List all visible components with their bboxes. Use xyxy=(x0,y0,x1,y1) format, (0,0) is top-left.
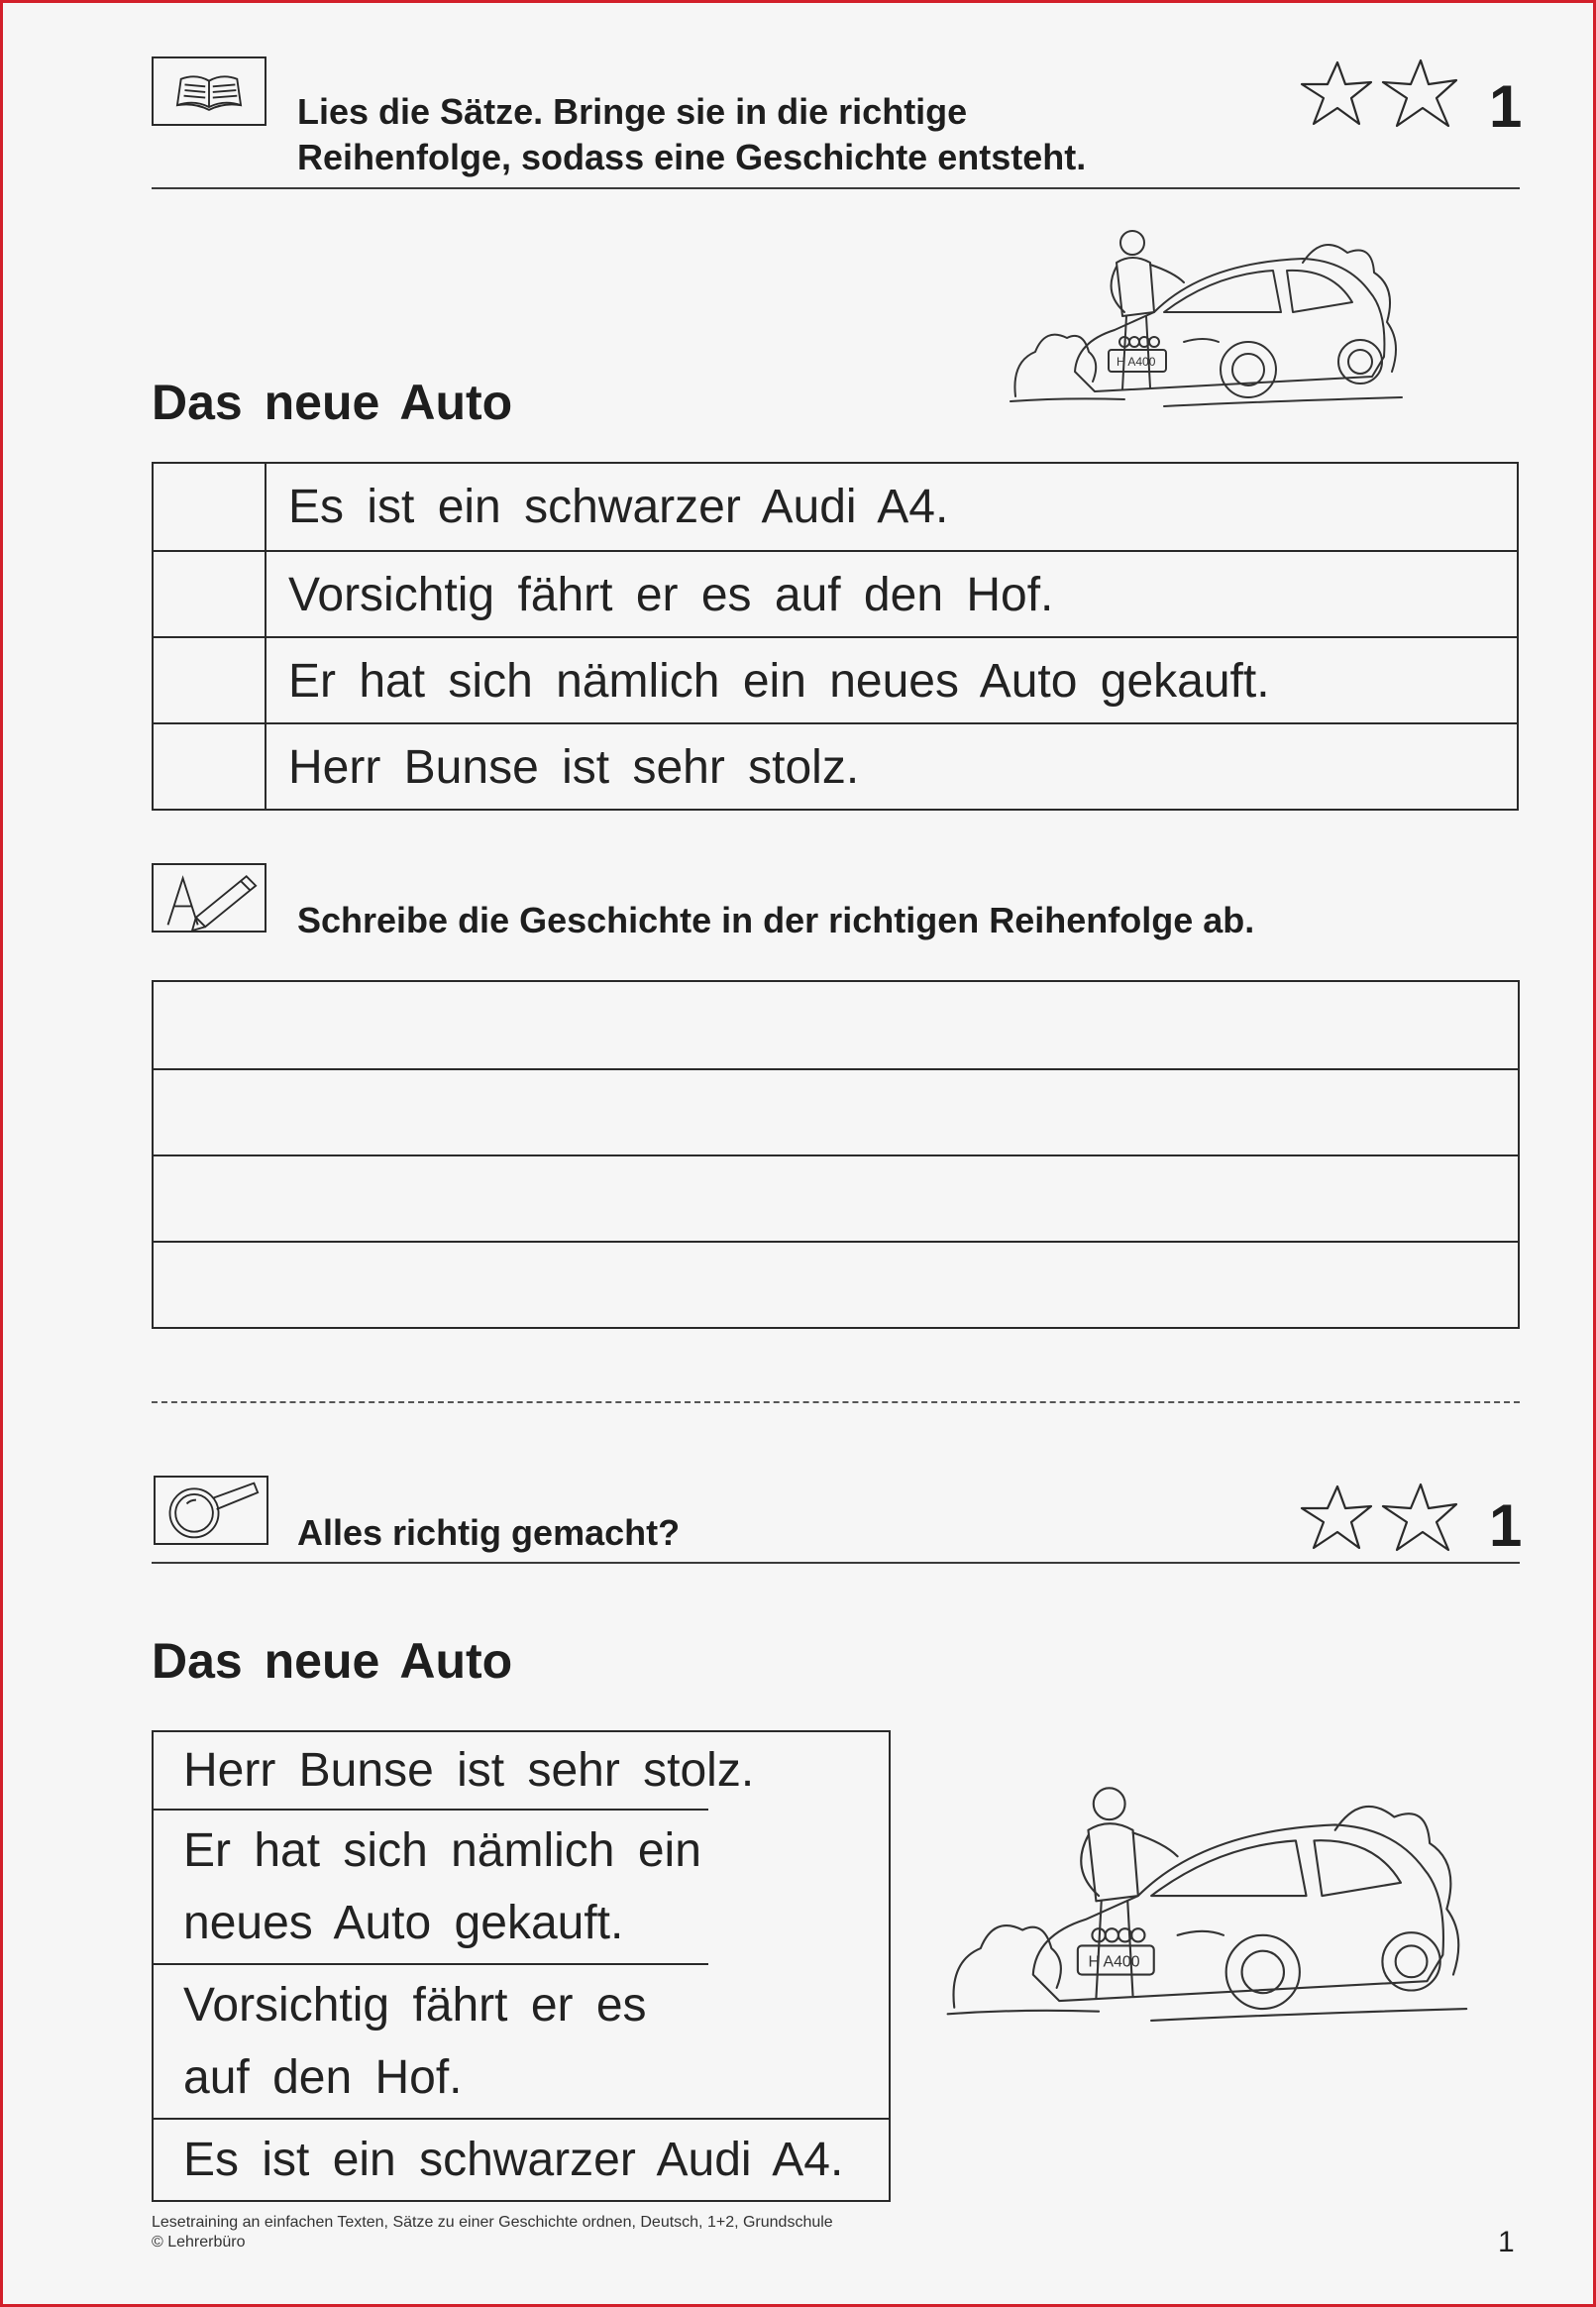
solution-sentence: Es ist ein schwarzer Audi A4. xyxy=(154,2118,889,2200)
difficulty-stars-icon xyxy=(1298,1479,1466,1556)
svg-text:H A400: H A400 xyxy=(1088,1953,1140,1971)
sentence-cell: Vorsichtig fährt er es auf den Hof. xyxy=(288,569,1054,621)
table-row xyxy=(154,636,1517,722)
pencil-writing-icon xyxy=(152,863,266,933)
level-number: 1 xyxy=(1489,73,1523,140)
footer-source: Lesetraining an einfachen Texten, Sätze zu einer Geschichte ordnen, Deutsch, 1+2, Grundschule xyxy=(152,2214,833,2231)
svg-text:H A400: H A400 xyxy=(1117,355,1156,369)
writing-line[interactable] xyxy=(154,1068,1518,1154)
story-title: Das neue Auto xyxy=(152,375,513,430)
table-row xyxy=(154,722,1517,809)
page-number: 1 xyxy=(1498,2226,1515,2258)
footer xyxy=(152,2213,833,2252)
writing-line[interactable] xyxy=(154,1154,1518,1241)
task1-instruction-line1: Lies die Sätze. Bringe sie in die richtige xyxy=(297,91,968,132)
difficulty-stars-icon xyxy=(1298,55,1466,132)
sentence-cell: Herr Bunse ist sehr stolz. xyxy=(288,741,860,794)
task1-instruction-line2: Reihenfolge, sodass eine Geschichte entsteht. xyxy=(297,137,1087,177)
man-with-car-illustration xyxy=(941,1762,1506,2049)
table-row xyxy=(154,464,1517,550)
solution-table xyxy=(152,1730,891,2202)
solution-sentence: Herr Bunse ist sehr stolz. xyxy=(183,1744,755,1797)
order-number-cell[interactable] xyxy=(154,724,266,809)
footer-copyright: © Lehrerbüro xyxy=(152,2234,246,2251)
task1-instruction xyxy=(297,89,1086,180)
man-with-car-illustration xyxy=(1006,213,1432,426)
solution-sentence: Er hat sich nämlich ein neues Auto gekauft. xyxy=(154,1809,708,1963)
solution-divider xyxy=(152,1562,1520,1564)
sentence-cell: Es ist ein schwarzer Audi A4. xyxy=(288,481,949,533)
header-divider xyxy=(152,187,1520,189)
magnifying-glass-icon xyxy=(154,1476,268,1545)
open-book-icon xyxy=(152,56,266,126)
solution-sentence: Vorsichtig fährt er es auf den Hof. xyxy=(154,1963,708,2118)
sentence-order-table xyxy=(152,462,1519,811)
writing-lines-table xyxy=(152,980,1520,1329)
task2-instruction: Schreibe die Geschichte in der richtigen Reihenfolge ab. xyxy=(297,900,1255,940)
order-number-cell[interactable] xyxy=(154,552,266,636)
cut-line xyxy=(152,1401,1520,1403)
order-number-cell[interactable] xyxy=(154,638,266,722)
order-number-cell[interactable] xyxy=(154,464,266,550)
solution-instruction: Alles richtig gemacht? xyxy=(297,1512,681,1553)
level-number: 1 xyxy=(1489,1492,1523,1559)
writing-line[interactable] xyxy=(154,982,1518,1068)
table-row xyxy=(154,550,1517,636)
writing-line[interactable] xyxy=(154,1241,1518,1327)
sentence-cell: Er hat sich nämlich ein neues Auto gekauft. xyxy=(288,655,1270,708)
solution-story-title: Das neue Auto xyxy=(152,1633,513,1689)
